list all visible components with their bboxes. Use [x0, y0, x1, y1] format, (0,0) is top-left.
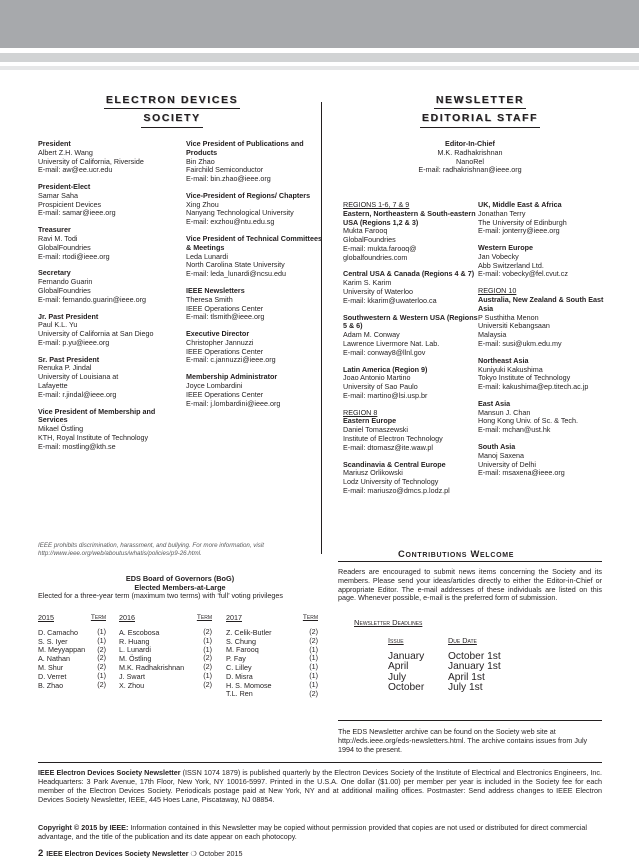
- society-title: [82, 92, 262, 129]
- bog-member-name: D. Verret: [38, 671, 67, 681]
- entry-line: Lodz University of Technology: [343, 477, 439, 487]
- entry-line: Universiti Kebangsaan: [478, 321, 550, 331]
- entry-title: Treasurer: [38, 225, 71, 235]
- entry-line: The University of Edinburgh: [478, 217, 567, 227]
- entry-line: GlobalFoundries: [38, 285, 91, 295]
- entry-line: E-mail: msaxena@ieee.org: [478, 468, 565, 478]
- bog-member-term: (2): [97, 653, 106, 663]
- entry-line: Bin Zhao: [186, 156, 215, 166]
- bog-member-term: (2): [97, 679, 106, 689]
- entry-line: E-mail: r.jindal@ieee.org: [38, 389, 117, 399]
- bog-term-label: Term: [90, 614, 106, 621]
- regions-column-2: [478, 201, 604, 486]
- entry-title: Western Europe: [478, 243, 533, 253]
- issue-header: Issue: [388, 636, 404, 645]
- bog-title-line1: EDS Board of Governors (BoG): [125, 574, 235, 583]
- bog-member-term: (1): [97, 671, 106, 681]
- staff-entry: [343, 461, 479, 496]
- staff-entry: [343, 409, 479, 453]
- due-date-item: October 1st: [448, 651, 501, 662]
- bog-2016-names: [119, 614, 195, 690]
- entry-line: E-mail: rtodi@ieee.org: [38, 251, 110, 261]
- bog-member-name: M. Farooq: [226, 645, 259, 655]
- editor-title: Editor-In-Chief: [445, 139, 495, 148]
- entry-title: Eastern, Northeastern & South-eastern USA (Regions 1,2 & 3): [343, 208, 476, 227]
- bog-term-label: Term: [196, 614, 212, 621]
- editor-in-chief: [338, 140, 602, 175]
- due-date-item: January 1st: [448, 661, 501, 673]
- entry-line: Xing Zhou: [186, 199, 219, 209]
- publication-text: (ISSN 1074 1879) is published quarterly by the Electron Devices Society of the Institute of Electrical and Electronics Engineers, Inc. Headquarters: 3 Park Avenue, 17th Floor, New York, NY 10016-5997. Printed in the U.S.A. One dollar ($1.00) per member per year is included in the Society fee for each member of the Electron Devices Society. Periodicals postage paid at New York, NY and at additional mailing offices. Postmaster: Send address changes to IEEE Electron Devices Society Newsletter, IEEE, 445 Hoes Lane, Piscataway, NJ 08854.: [38, 768, 603, 804]
- entry-line: North Carolina State University: [186, 260, 285, 270]
- staff-entry: [38, 140, 184, 175]
- staff-entry: [38, 226, 184, 261]
- footer-separator: ❍: [190, 849, 197, 858]
- officers-column-1: [38, 140, 184, 459]
- editorial-title-line: EDITORIAL STAFF: [420, 110, 540, 127]
- entry-line: University of Sao Paulo: [343, 382, 418, 392]
- entry-title: Secretary: [38, 268, 71, 278]
- bog-member-term: (1): [97, 627, 106, 637]
- publication-info: [38, 768, 602, 804]
- editor-line: NanoRel: [456, 156, 484, 166]
- entry-line: Mariusz Orlikowski: [343, 468, 403, 478]
- entry-line: E-mail: samar@ieee.org: [38, 208, 116, 218]
- bog-member-term: (2): [203, 653, 212, 663]
- society-title-line: SOCIETY: [141, 110, 202, 127]
- staff-entry: [343, 314, 479, 358]
- entry-line: E-mail: vobecky@fel.cvut.cz: [478, 269, 568, 279]
- editor-line: E-mail: radhakrishnan@ieee.org: [418, 165, 522, 175]
- bog-member-name: T.L. Ren: [226, 689, 253, 699]
- entry-title: Vice-President of Regions/ Chapters: [186, 190, 311, 200]
- entry-line: Lawrence Livermore Nat. Lab.: [343, 338, 440, 348]
- bog-member-term: (1): [309, 644, 318, 654]
- entry-title: Scandinavia & Central Europe: [343, 459, 446, 469]
- entry-line: E-mail: martino@lsi.usp.br: [343, 390, 428, 400]
- entry-title: Central USA & Canada (Regions 4 & 7): [343, 269, 475, 279]
- archive-note: The EDS Newsletter archive can be found on the Society web site at http://eds.ieee.org/eds-newsletters.html. The archive contains issues from July 1994 to the present.: [338, 727, 588, 754]
- publication-lead: IEEE Electron Devices Society Newsletter: [38, 768, 181, 777]
- bog-member-term: (2): [309, 635, 318, 645]
- staff-entry: [343, 201, 479, 262]
- staff-entry: [186, 140, 324, 184]
- entry-title: Southwestern & Western USA (Regions 5 & 6): [343, 312, 478, 331]
- entry-line: IEEE Operations Center: [186, 346, 264, 356]
- entry-line: University of Louisiana at: [38, 372, 119, 382]
- entry-line: University of California, Riverside: [38, 156, 144, 166]
- entry-title: Australia, New Zealand & South East Asia: [478, 295, 604, 313]
- entry-line: E-mail: kkarim@uwaterloo.ca: [343, 295, 437, 305]
- entry-line: Mansun J. Chan: [478, 407, 531, 417]
- entry-line: Samar Saha: [38, 190, 78, 200]
- entry-title: Jr. Past President: [38, 311, 99, 321]
- entry-title: Sr. Past President: [38, 354, 100, 364]
- entry-line: E-mail: tlsmith@ieee.org: [186, 312, 265, 322]
- entry-line: Malaysia: [478, 330, 507, 340]
- entry-line: E-mail: dtomasz@ite.waw.pl: [343, 442, 433, 452]
- entry-title: Eastern Europe: [343, 416, 397, 426]
- bog-member-term: (2): [203, 662, 212, 672]
- entry-line: University of California at San Diego: [38, 329, 154, 339]
- bog-member-term: (1): [309, 653, 318, 663]
- regions-column-1: [343, 201, 479, 504]
- entry-title: UK, Middle East & Africa: [478, 200, 562, 209]
- entry-title: Executive Director: [186, 329, 250, 339]
- entry-line: GlobalFoundries: [38, 242, 91, 252]
- bog-2016-terms: [196, 614, 212, 690]
- issue-item: April: [388, 661, 409, 673]
- bog-member-term: (2): [97, 662, 106, 672]
- bog-member-term: (1): [309, 671, 318, 681]
- society-title-line: ELECTRON DEVICES: [104, 92, 240, 109]
- header-stripe-thin: [0, 66, 639, 70]
- entry-line: KTH, Royal Institute of Technology: [38, 432, 149, 442]
- footer-publication: IEEE Electron Devices Society Newsletter: [46, 849, 189, 858]
- entry-line: University of Waterloo: [343, 287, 414, 297]
- entry-line: Manoj Saxena: [478, 450, 524, 460]
- bog-year: 2015: [38, 613, 54, 622]
- entry-title: Vice President of Technical Committees & Meetings: [186, 234, 322, 252]
- entry-line: E-mail: mchan@ust.hk: [478, 425, 551, 435]
- copyright-text: Information contained in this Newsletter may be copied without permission provided that copies are not used or distributed for direct commercial advantage, and the title of the publication and its date appear on each photocopy.: [38, 823, 588, 841]
- entry-line: E-mail: mukta.farooq@: [343, 243, 417, 253]
- entry-line: Adam M. Conway: [343, 330, 400, 340]
- entry-line: E-mail: p.yu@ieee.org: [38, 337, 110, 347]
- bog-member-name: M.K. Radhakrishnan: [119, 662, 185, 672]
- due-date-item: July 1st: [448, 682, 483, 694]
- entry-title: Vice President of Publications and Products: [186, 139, 304, 157]
- bog-member-term: (2): [309, 627, 318, 637]
- entry-line: Hong Kong Univ. of Sc. & Tech.: [478, 416, 579, 426]
- entry-line: Daniel Tomaszewski: [343, 425, 408, 435]
- entry-title: Northeast Asia: [478, 355, 529, 365]
- editorial-title-line: NEWSLETTER: [434, 92, 526, 109]
- issue-list: [388, 652, 424, 694]
- entry-line: E-mail: j.lombardini@ieee.org: [186, 398, 281, 408]
- entry-line: E-mail: mostling@kth.se: [38, 441, 116, 451]
- entry-line: Lafayette: [38, 380, 68, 390]
- bog-member-name: P. Fay: [226, 654, 246, 664]
- bog-2015-terms: [90, 614, 106, 690]
- copyright-lead: Copyright © 2015 by IEEE:: [38, 823, 129, 832]
- bog-member-name: R. Huang: [119, 636, 150, 646]
- staff-entry: [186, 235, 324, 279]
- entry-line: Mikael Östling: [38, 424, 84, 434]
- staff-entry: [478, 400, 604, 435]
- entry-line: IEEE Operations Center: [186, 303, 264, 313]
- bog-term-label: Term: [302, 614, 318, 621]
- entry-line: E-mail: kakushima@ep.titech.ac.jp: [478, 382, 589, 392]
- region-label: REGIONS 1-6, 7 & 9: [343, 200, 410, 209]
- entry-line: E-mail: aw@ee.ucr.edu: [38, 165, 113, 175]
- bog-member-name: D. Camacho: [38, 627, 78, 637]
- bog-member-term: (1): [203, 635, 212, 645]
- editor-line: M.K. Radhakrishnan: [437, 147, 503, 157]
- bog-year: 2016: [119, 613, 135, 622]
- officers-column-2: [186, 140, 324, 416]
- page-footer: [38, 848, 243, 860]
- bog-member-name: A. Nathan: [38, 654, 70, 664]
- bog-member-term: (1): [203, 644, 212, 654]
- entry-line: Fairchild Semiconductor: [186, 165, 264, 175]
- staff-entry: [186, 192, 324, 227]
- entry-line: Tokyo Institute of Technology: [478, 373, 571, 383]
- staff-entry: [38, 313, 184, 348]
- staff-entry: [478, 287, 604, 348]
- entry-line: Abb Switzerland Ltd.: [478, 260, 544, 270]
- bog-member-name: B. Zhao: [38, 680, 64, 690]
- entry-line: Renuka P. Jindal: [38, 363, 92, 373]
- entry-title: IEEE Newsletters: [186, 285, 245, 295]
- page-number: 2: [38, 848, 44, 859]
- contributions-rule: [338, 561, 602, 562]
- editorial-staff-title: [390, 92, 570, 129]
- contributions-title: Contributions Welcome: [398, 548, 515, 559]
- entry-line: Jan Vobecky: [478, 251, 519, 261]
- bog-year: 2017: [226, 613, 242, 622]
- entry-line: Karim S. Karim: [343, 278, 392, 288]
- entry-line: Fernando Guarin: [38, 277, 93, 287]
- bog-title-line2: Elected Members-at-Large: [134, 583, 226, 593]
- entry-line: Mukta Farooq: [343, 226, 388, 236]
- staff-entry: [478, 201, 604, 236]
- due-date-list: [448, 652, 501, 694]
- bog-member-term: (2): [97, 644, 106, 654]
- staff-entry: [478, 244, 604, 279]
- bog-member-name: L. Lunardi: [119, 645, 151, 655]
- staff-entry: [478, 443, 604, 478]
- staff-entry: [38, 183, 184, 218]
- bog-member-name: D. Misra: [226, 671, 253, 681]
- entry-line: Theresa Smith: [186, 294, 233, 304]
- staff-entry: [38, 408, 184, 452]
- bog-member-name: Z. Celik-Butler: [226, 627, 272, 637]
- bog-member-name: J. Swart: [119, 671, 145, 681]
- bog-member-term: (1): [309, 662, 318, 672]
- staff-entry: [186, 287, 324, 322]
- entry-line: E-mail: exzhou@ntu.edu.sg: [186, 217, 275, 227]
- entry-line: Joyce Lombardini: [186, 380, 243, 390]
- entry-line: E-mail: c.jannuzzi@ieee.org: [186, 355, 276, 365]
- staff-entry: [38, 269, 184, 304]
- bog-member-term: (1): [97, 635, 106, 645]
- entry-title: South Asia: [478, 441, 516, 451]
- entry-line: GlobalFoundries: [343, 235, 396, 245]
- entry-title: Membership Administrator: [186, 372, 278, 382]
- entry-line: IEEE Operations Center: [186, 389, 264, 399]
- publication-rule: [38, 762, 602, 763]
- entry-line: E-mail: susi@ukm.edu.my: [478, 338, 562, 348]
- issue-item: January: [388, 651, 425, 662]
- bog-2015-names: [38, 614, 94, 690]
- bog-member-name: S. Chung: [226, 636, 256, 646]
- entry-line: E-mail: bin.zhao@ieee.org: [186, 174, 271, 184]
- bog-title: [38, 574, 322, 592]
- entry-line: Leda Lunardi: [186, 251, 228, 261]
- bog-member-name: A. Escobosa: [119, 627, 160, 637]
- entry-line: Joao Antonio Martino: [343, 373, 411, 383]
- bog-2017-terms: [302, 614, 318, 698]
- entry-title: President: [38, 139, 71, 148]
- entry-line: E-mail: fernando.guarin@ieee.org: [38, 294, 146, 304]
- bog-subtitle: Elected for a three-year term (maximum two terms) with ‘full’ voting privileges: [38, 591, 283, 600]
- entry-line: Ravi M. Todi: [38, 234, 78, 244]
- region-label: REGION 10: [478, 286, 517, 296]
- header-stripe: [0, 53, 639, 62]
- entry-title: Vice President of Membership and Services: [38, 406, 156, 425]
- bog-member-term: (1): [309, 679, 318, 689]
- header-band: [0, 0, 639, 48]
- footer-date: October 2015: [198, 849, 243, 858]
- entry-line: globalfoundries.com: [343, 252, 408, 262]
- entry-line: Prospicient Devices: [38, 199, 102, 209]
- bog-member-name: M. Shur: [38, 662, 64, 672]
- entry-line: University of Delhi: [478, 459, 536, 469]
- staff-entry: [478, 357, 604, 392]
- bog-member-name: C. Lilley: [226, 662, 252, 672]
- entry-line: Christopher Jannuzzi: [186, 337, 254, 347]
- staff-entry: [186, 330, 324, 365]
- entry-line: Kuniyuki Kakushima: [478, 364, 543, 374]
- bog-member-name: M. Meyyappan: [38, 645, 86, 655]
- staff-entry: [343, 366, 479, 401]
- bog-member-term: (2): [203, 627, 212, 637]
- entry-line: Institute of Electron Technology: [343, 433, 443, 443]
- issue-item: July: [388, 671, 407, 683]
- copyright-info: [38, 823, 602, 841]
- bog-member-name: H. S. Momose: [226, 680, 272, 690]
- entry-line: E-mail: conway8@llnl.gov: [343, 347, 426, 357]
- entry-line: Albert Z.H. Wang: [38, 147, 93, 157]
- entry-line: Jonathan Terry: [478, 208, 526, 218]
- entry-line: Paul K.L. Yu: [38, 320, 78, 330]
- due-date-header: Due Date: [448, 636, 477, 645]
- bog-member-name: M. Östling: [119, 654, 152, 664]
- deadlines-title: Newsletter Deadlines: [354, 618, 423, 627]
- entry-line: P Susthitha Menon: [478, 312, 539, 322]
- entry-title: President-Elect: [38, 182, 91, 192]
- bog-member-term: (2): [203, 679, 212, 689]
- entry-title: East Asia: [478, 398, 511, 408]
- entry-line: E-mail: jonterry@ieee.org: [478, 226, 560, 236]
- staff-entry: [186, 373, 324, 408]
- bog-2017-names: [226, 614, 296, 699]
- issue-item: October: [388, 682, 425, 694]
- archive-rule: [338, 720, 602, 721]
- ieee-policy-note: IEEE prohibits discrimination, harassment, and bullying. For more information, visit http://www.ieee.org/web/aboutus/whatis/policies/p9-26.html.: [38, 542, 264, 557]
- entry-line: E-mail: mariuszo@dmcs.p.lodz.pl: [343, 485, 450, 495]
- bog-member-term: (2): [309, 688, 318, 698]
- entry-line: E-mail: leda_lunardi@ncsu.edu: [186, 269, 286, 279]
- contributions-text: Readers are encouraged to submit news items concerning the Society and its members. Please send your ideas/articles directly to either the Editor-in-Chief or appropriate Editor. The e-mail addresses of these individuals are listed on this page. Whenever possible, e-mail is the preferred form of submission.: [338, 567, 602, 603]
- region-label: REGION 8: [343, 407, 378, 417]
- bog-member-name: S. S. Iyer: [38, 636, 68, 646]
- staff-entry: [38, 356, 184, 400]
- entry-line: Nanyang Technological University: [186, 208, 294, 218]
- bog-member-term: (1): [203, 671, 212, 681]
- due-date-item: April 1st: [448, 671, 485, 683]
- staff-entry: [343, 270, 479, 305]
- bog-member-name: X. Zhou: [119, 680, 145, 690]
- entry-title: Latin America (Region 9): [343, 364, 428, 374]
